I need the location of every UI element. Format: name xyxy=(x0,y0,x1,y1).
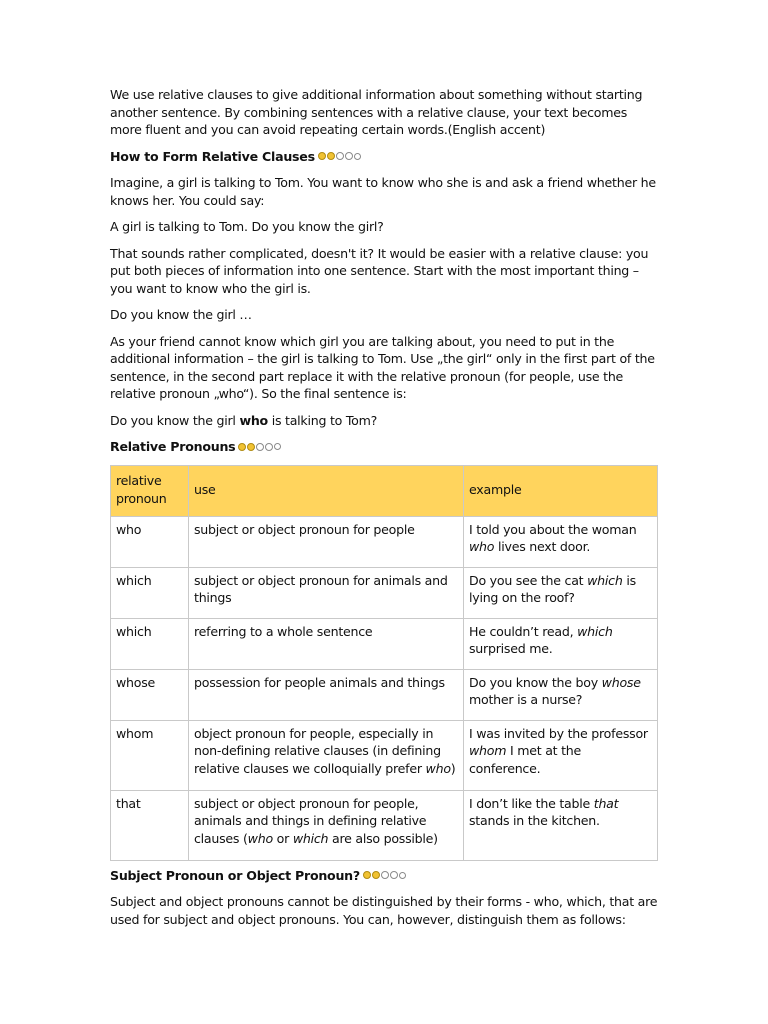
example-pronoun: which xyxy=(587,572,623,588)
rating-dot-icon xyxy=(265,443,273,451)
heading-subject-object xyxy=(110,867,658,885)
subject-object-paragraph: Subject and object pronouns cannot be distinguished by their forms - who, which, that are used for subject and object pronouns. You can, however, distinguish them as follows: xyxy=(110,894,658,927)
cell-example xyxy=(464,669,658,720)
cell-use: referring to a whole sentence xyxy=(189,618,464,669)
rating-dot-icon xyxy=(238,443,246,451)
example-text: surprised me. xyxy=(469,641,553,656)
rating-dot-icon xyxy=(318,152,326,160)
example-sentence-1: A girl is talking to Tom. Do you know the girl? xyxy=(110,219,384,234)
table-row xyxy=(111,720,658,790)
cell-example xyxy=(464,516,658,567)
rating-dot-icon xyxy=(390,871,398,879)
heading-pronouns xyxy=(110,438,658,456)
example-pronoun: that xyxy=(593,795,619,811)
example-text: I was invited by the professor xyxy=(469,725,648,741)
cell-pronoun: that xyxy=(111,790,189,860)
friend-paragraph: As your friend cannot know which girl you are talking about, you need to put in the additional information – the girl is talking to Tom. Use „the girl“ only in the first part of the sentence, in the second part replace it with the relative pronoun (for people, use the relative pronoun „who“). So the final sentence is: xyxy=(110,333,655,401)
cell-pronoun: which xyxy=(111,618,189,669)
difficulty-rating-form xyxy=(318,152,361,160)
table-row xyxy=(111,516,658,567)
cell-example xyxy=(464,567,658,618)
example-pronoun: whom xyxy=(469,743,507,758)
table-row xyxy=(111,618,658,669)
cell-use xyxy=(189,720,464,790)
cell-pronoun: which xyxy=(111,567,189,618)
example-text: He couldn’t read, xyxy=(469,623,578,639)
example-pronoun: whose xyxy=(601,674,641,690)
cell-use: subject or object pronoun for people xyxy=(189,516,464,567)
example-text: Do you see the cat xyxy=(469,572,588,588)
cell-example xyxy=(464,618,658,669)
use-pronoun: which xyxy=(292,830,329,846)
rating-dot-icon xyxy=(363,871,371,879)
rating-dot-icon xyxy=(345,152,353,160)
use-text: or xyxy=(272,830,293,846)
heading-form xyxy=(110,148,658,166)
cell-pronoun: whose xyxy=(111,669,189,720)
example-text: stands in the kitchen. xyxy=(469,813,600,828)
difficulty-rating-subject xyxy=(363,871,406,879)
heading-pronouns-text: Relative Pronouns xyxy=(110,439,236,454)
cell-example xyxy=(464,790,658,860)
rating-dot-icon xyxy=(354,153,361,160)
cell-use: subject or object pronoun for animals and things xyxy=(189,567,464,618)
example-pronoun: which xyxy=(577,623,613,639)
example-text: I met at the conference. xyxy=(469,743,582,776)
example-pronoun: who xyxy=(469,539,495,554)
rating-dot-icon xyxy=(256,443,264,451)
use-pronoun: who xyxy=(247,830,273,846)
example-text: mother is a nurse? xyxy=(469,692,583,707)
final-sentence-pre: Do you know the girl xyxy=(110,412,240,428)
header-use: use xyxy=(189,465,464,516)
example-text: lives next door. xyxy=(494,539,591,554)
cell-pronoun: who xyxy=(111,516,189,567)
relative-pronouns-table xyxy=(110,465,658,861)
table-row xyxy=(111,790,658,860)
header-example: example xyxy=(464,465,658,516)
final-sentence xyxy=(110,412,658,430)
cell-pronoun: whom xyxy=(111,720,189,790)
header-relative-pronoun: relative pronoun xyxy=(111,465,189,516)
heading-form-text: How to Form Relative Clauses xyxy=(110,148,315,164)
use-text: subject or object pronoun for people, animals and things in defining relative clauses ( xyxy=(194,795,427,846)
final-sentence-post: is talking to Tom? xyxy=(267,412,378,428)
table-header-row xyxy=(111,465,658,516)
document-content xyxy=(110,86,658,937)
example-sentence-2: Do you know the girl … xyxy=(110,307,252,322)
intro-paragraph: We use relative clauses to give additional information about something without starting another sentence. By combining sentences with a relative clause, your text becomes more fluent and you can avoid repeating certain words.(English accent) xyxy=(110,87,643,137)
imagine-paragraph: Imagine, a girl is talking to Tom. You want to know who she is and ask a friend whether he knows her. You could say: xyxy=(110,175,656,208)
cell-use: possession for people animals and things xyxy=(189,669,464,720)
rating-dot-icon xyxy=(381,871,389,879)
use-text: object pronoun for people, especially in non-defining relative clauses (in defining relative clauses we colloquially prefer xyxy=(194,725,441,776)
table-row xyxy=(111,669,658,720)
rating-dot-icon xyxy=(372,871,380,879)
example-text: is lying on the roof? xyxy=(469,572,636,605)
final-sentence-bold: who xyxy=(239,412,268,428)
rating-dot-icon xyxy=(399,872,406,879)
use-text: ) xyxy=(450,760,456,776)
example-text: Do you know the boy xyxy=(469,674,602,690)
use-pronoun: who xyxy=(425,760,451,776)
use-text: are also possible) xyxy=(328,830,438,846)
difficulty-rating-pronouns xyxy=(238,443,281,451)
cell-example xyxy=(464,720,658,790)
cell-use xyxy=(189,790,464,860)
heading-subject-object-text: Subject Pronoun or Object Pronoun? xyxy=(110,867,360,883)
example-text: I told you about the woman xyxy=(469,521,637,537)
rating-dot-icon xyxy=(336,152,344,160)
example-text: I don’t like the table xyxy=(469,795,594,811)
rating-dot-icon xyxy=(247,443,255,451)
rating-dot-icon xyxy=(274,443,281,450)
table-row xyxy=(111,567,658,618)
complicated-paragraph: That sounds rather complicated, doesn't it? It would be easier with a relative clause: you put both pieces of information into one sentence. Start with the most important thing – you want to know who the girl is. xyxy=(110,245,649,296)
rating-dot-icon xyxy=(327,152,335,160)
